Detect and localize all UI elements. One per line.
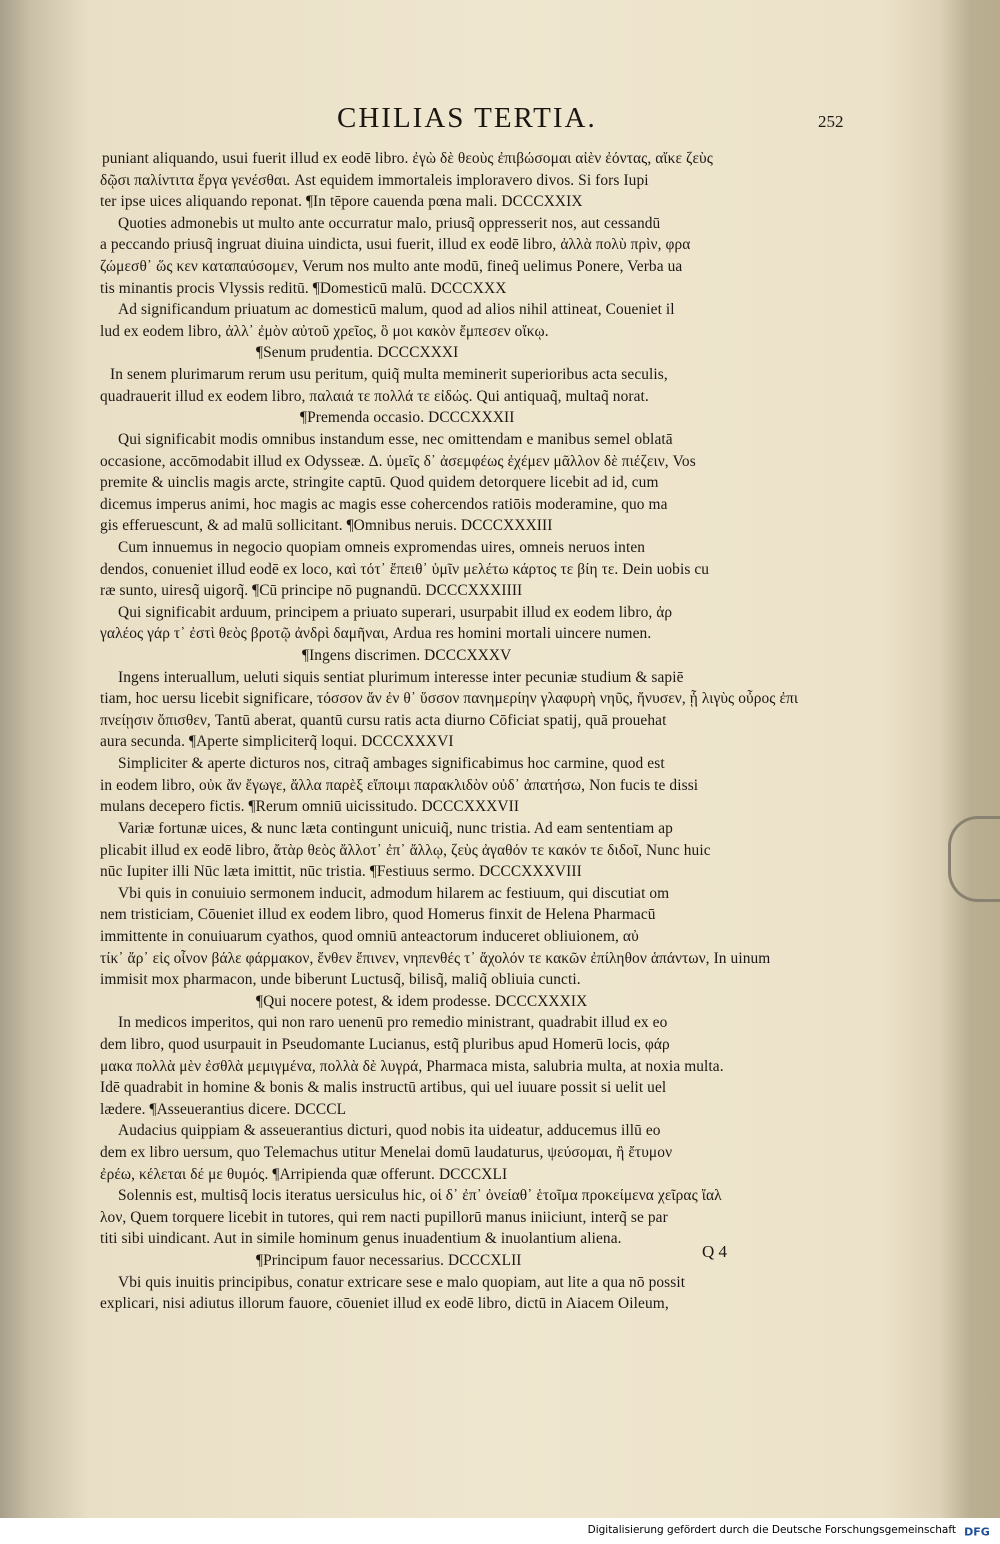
text-line: Qui significabit arduum, principem a priuato superari, usurpabit illud ex eodem libro, ἀρ [118,603,673,621]
text-line: Solennis est, multisq̃ locis iteratus uersiculus hic, οἱ δ᾽ ἐπ᾽ ὀνείαθ᾽ ἑτοῖμα προκείμενα χεῖρας ἴαλ [118,1187,722,1205]
credit-bar [0,1518,1000,1544]
text-line: dicemus imperus animi, hoc magis ac magis esse cohercendos ratiōis moderamine, quo ma [100,495,668,513]
text-line: ζώμεσθ᾽ ὥς κεν καταπαύσομεν, Verum nos multo ante modū, fineq̃ uelimus Ponere, Verba ua [100,258,683,276]
text-line: mulans decepero fictis. ¶Rerum omniū uicissitudo. DCCCXXXVII [100,798,520,816]
text-line: Ingens interuallum, ueluti siquis sentiat plurimum interesse inter pecuniæ studium & sapiē [118,668,684,686]
text-line: immittente in conuiuarum cyathos, quod omniū anteactorum induceret obliuionem, αὐ [100,927,639,945]
dfg-logo [960,1523,994,1539]
text-line: a peccando priusq̃ ingruat diuina uindicta, usui fuerit, illud ex eodē libro, ἀλλὰ πολὺ πρὶν, φρα [100,236,691,254]
text-line: dendos, conueniet illud eodē ex loco, καὶ τότ᾽ ἔπειθ᾽ ὑμῖν μελέτω κάρτος τε βίη τε. Dein uobis cu [100,560,710,578]
text-line: Audacius quippiam & asseuerantius dicturi, quod nobis ita uideatur, adducemus illū eo [118,1122,661,1140]
text-line: lud ex eodem libro, ἀλλ᾽ ἐμὸν αὐτοῦ χρεῖος, ὃ μοι κακὸν ἔμπεσεν οἴκῳ. [100,322,549,340]
text-line: In senem plurimarum rerum usu peritum, quiq̃ multa meminerit superioribus acta seculis, [110,366,668,384]
text-line: dem libro, quod usurpauit in Pseudomante Lucianus, estq̃ pluribus apud Homerū locis, φάρ [100,1035,670,1053]
text-line: Vbi quis inuitis principibus, conatur extricare sese e malo quopiam, aut lite a qua nō possit [118,1273,686,1291]
text-line: γαλέος γάρ τ᾽ ἐστὶ θεὸς βροτῷ ἀνδρὶ δαμῆναι, Ardua res homini mortali uincere numen. [100,625,652,643]
section-heading: ¶Senum prudentia. DCCCXXXI [256,344,459,362]
text-line: dem ex libro uersum, quo Telemachus utitur Menelai domū laudaturus, ψεύσομαι, ἢ ἔτυμον [100,1144,673,1162]
section-heading: ¶Ingens discrimen. DCCCXXXV [302,647,512,665]
text-line: tis minantis procis Vlyssis reditū. ¶Domesticū malū. DCCCXXX [100,279,507,297]
text-line: premite & uinclis magis arcte, stringite captū. Quod quidem detorquere licebit ad id, cum [100,474,659,492]
text-line: quadrauerit illud ex eodem libro, παλαιά τε πολλά τε εἰδώς. Qui antiquaq̃, multaq̃ norat. [100,387,649,405]
text-line: Idē quadrabit in homine & bonis & malis instructū artibus, qui uel iuuare possit si uelit uel [100,1079,667,1097]
clip-mark [948,816,1000,902]
text-line: nem tristiciam, Cōueniet illud ex eodem libro, quod Homerus finxit de Helena Pharmacū [100,906,656,924]
text-line: lædere. ¶Asseuerantius dicere. DCCCL [100,1100,347,1118]
text-line: Quoties admonebis ut multo ante occurratur malo, priusq̃ oppresserit nos, aut cessandū [118,214,661,232]
text-line: in eodem libro, οὐκ ἄν ἔγωγε, ἄλλα παρὲξ εἴποιμι παρακλιδὸν οὐδ᾽ ἀπατήσω, Non fucis te dissi [100,776,699,794]
text-line: Ad significandum priuatum ac domesticū malum, quod ad alios nihil attineat, Coueniet il [118,301,675,319]
text-line: puniant aliquando, usui fuerit illud ex eodē libro. ἐγὼ δὲ θεοὺς ἐπιβώσομαι αἰὲν ἐόντας, αἴκε ζεὺς [102,150,713,167]
section-heading: ¶Principum fauor necessarius. DCCCXLII [256,1252,522,1270]
text-block [92,148,802,1315]
credit-text: Digitalisierung gefördert durch die Deutsche Forschungsgemeinschaft [587,1524,956,1536]
folio-number: 252 [818,112,844,131]
signature-mark: Q 4 [702,1242,728,1261]
text-line: Simpliciter & aperte dicturos nos, citraq̃ ambages significabimus hoc carmine, quod est [118,755,665,773]
text-line: ter ipse uices aliquando reponat. ¶In tēpore cauenda pœna mali. DCCCXXIX [100,193,583,211]
text-line: ἐρέω, κέλεται δέ με θυμός. ¶Arripienda quæ offerunt. DCCCXLI [100,1165,508,1183]
running-head: CHILIAS TERTIA. [337,102,597,134]
text-line: δῷσι παλίντιτα ἔργα γενέσθαι. Ast equidem immortaleis imploravero divos. Si fors Iupi [100,171,649,189]
dfg-logo-text: DFG [964,1525,990,1539]
section-heading: ¶Premenda occasio. DCCCXXXII [300,409,515,427]
text-line: plicabit illud ex eodē libro, ἄτὰρ θεὸς ἄλλοτ᾽ ἐπ᾽ ἄλλῳ, ζεὺς ἀγαθόν τε κακόν τε διδοῖ, Nunc huic [100,841,711,859]
text-line: τίκ᾽ ἄρ᾽ εἰς οἶνον βάλε φάρμακον, ἔνθεν ἔπινεν, νηπενθές τ᾽ ἄχολόν τε κακῶν ἐπίληθον ἁπάντων, In uinum [100,949,771,967]
page-edge-shadow [940,0,1000,1518]
text-line: Cum innuemus in negocio quopiam omneis expromendas uires, omneis neruos inten [118,538,646,556]
section-heading: ¶Qui nocere potest, & idem prodesse. DCCCXXXIX [256,992,588,1010]
text-line: titi sibi uindicant. Aut in simile hominum genus inuadentium & inuolantium aliena. [100,1230,622,1248]
text-line: aura secunda. ¶Aperte simpliciterq̃ loqui. DCCCXXXVI [100,733,454,751]
text-line: Vbi quis in conuiuio sermonem inducit, admodum hilarem ac festiuum, qui discutiat om [118,884,670,902]
text-line: μακα πολλὰ μὲν ἐσθλὰ μεμιγμένα, πολλὰ δὲ λυγρά, Pharmaca mista, salubria multa, at noxia multa. [100,1057,724,1075]
text-line: ræ sunto, uiresq̃ uigorq̃. ¶Cū principe nō pugnandū. DCCCXXXIIII [100,582,523,600]
text-line: occasione, accōmodabit illud ex Odysseæ. Δ. ὑμεῖς δ᾽ ἀσεμφέως ἐχέμεν μᾶλλον δὲ πιέζειν, Vos [100,452,696,470]
text-line: gis efferuescunt, & ad malū sollicitant. ¶Omnibus neruis. DCCCXXXIII [100,517,553,535]
text-line: Variæ fortunæ uices, & nunc læta contingunt unicuiq̃, nunc tristia. Ad eam sententiam ap [118,819,673,837]
text-line: In medicos imperitos, qui non raro uenenū pro remedio ministrant, quadrabit illud ex eo [118,1014,668,1032]
text-line: Qui significabit modis omnibus instandum esse, nec omittendam e manibus semel oblatā [118,430,673,448]
text-line: λον, Quem torquere licebit in tutores, qui rem nacti pupillorū manus iniiciunt, interq̃ se par [100,1208,668,1226]
text-line: immisit mox pharmacon, unde biberunt Luctusq̃, bilisq̃, maliq̃ obliuia cuncti. [100,971,581,989]
text-line: tiam, hoc uersu licebit significare, τόσσον ἄν ἐν θ᾽ ὕσσον πανημερίην γλαφυρὴ νηῦς, ἤνυσεν, ᾗ λιγὺς οὖρος ἐπι [100,690,799,708]
text-line: nūc Iupiter illi Nūc læta imittit, nūc tristia. ¶Festiuus sermo. DCCCXXXVIII [100,863,582,881]
text-line: explicari, nisi adiutus illorum fauore, cōueniet illud ex eodē libro, dictū in Aiacem Oileum, [100,1295,669,1313]
text-line: πνείῃσιν ὄπισθεν, Tantū aberat, quantū cursu ratis acta diurno Cōficiat spatij, quā prouehat [100,711,667,729]
